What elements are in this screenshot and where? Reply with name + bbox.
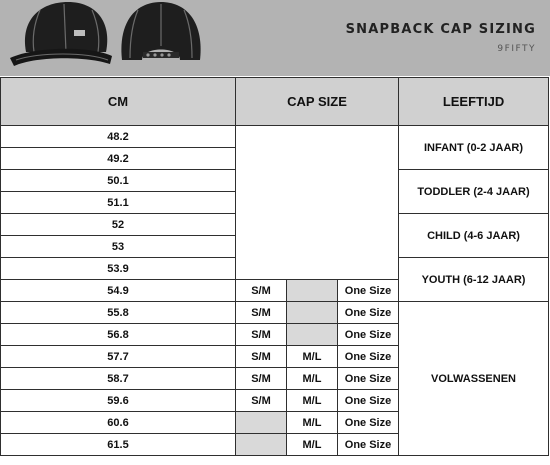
header-banner	[0, 0, 550, 76]
size-empty-cell	[287, 324, 338, 346]
chart-subtitle: 9FIFTY	[497, 44, 536, 54]
size-sm-cell: S/M	[236, 346, 287, 368]
size-sm-cell: S/M	[236, 302, 287, 324]
size-one-size-cell: One Size	[338, 434, 399, 456]
table-header-row	[1, 78, 549, 126]
cm-cell: 53.9	[1, 258, 236, 280]
cm-cell: 61.5	[1, 434, 236, 456]
table-row	[1, 302, 549, 324]
column-header-leeftijd: LEEFTIJD	[399, 78, 549, 126]
cm-cell: 49.2	[1, 148, 236, 170]
cm-cell: 55.8	[1, 302, 236, 324]
size-ml-cell: M/L	[287, 346, 338, 368]
size-empty-cell	[236, 412, 287, 434]
age-group-cell: VOLWASSENEN	[399, 302, 549, 456]
size-one-size-cell: One Size	[338, 346, 399, 368]
cap-size-blank-cell	[236, 126, 399, 280]
size-one-size-cell: One Size	[338, 302, 399, 324]
size-one-size-cell: One Size	[338, 412, 399, 434]
size-empty-cell	[287, 302, 338, 324]
size-empty-cell	[236, 434, 287, 456]
cm-cell: 50.1	[1, 170, 236, 192]
size-ml-cell: M/L	[287, 434, 338, 456]
age-group-cell: CHILD (4-6 JAAR)	[399, 214, 549, 258]
size-table	[0, 77, 549, 456]
age-group-cell: INFANT (0-2 JAAR)	[399, 126, 549, 170]
size-ml-cell: M/L	[287, 412, 338, 434]
cm-cell: 57.7	[1, 346, 236, 368]
cap-back-icon	[118, 0, 204, 68]
size-ml-cell: M/L	[287, 390, 338, 412]
table-row	[1, 126, 549, 148]
size-sm-cell: S/M	[236, 368, 287, 390]
column-header-cap-size: CAP SIZE	[236, 78, 399, 126]
size-sm-cell: S/M	[236, 390, 287, 412]
age-group-cell: YOUTH (6-12 JAAR)	[399, 258, 549, 302]
cm-cell: 52	[1, 214, 236, 236]
age-group-cell: TODDLER (2-4 JAAR)	[399, 170, 549, 214]
cm-cell: 48.2	[1, 126, 236, 148]
cm-cell: 60.6	[1, 412, 236, 434]
size-sm-cell: S/M	[236, 280, 287, 302]
cm-cell: 54.9	[1, 280, 236, 302]
chart-title: SNAPBACK CAP SIZING	[345, 22, 536, 37]
size-empty-cell	[287, 280, 338, 302]
cm-cell: 56.8	[1, 324, 236, 346]
cm-cell: 53	[1, 236, 236, 258]
size-sm-cell: S/M	[236, 324, 287, 346]
cap-front-icon	[6, 0, 114, 68]
cm-cell: 51.1	[1, 192, 236, 214]
cm-cell: 58.7	[1, 368, 236, 390]
column-header-cm: CM	[1, 78, 236, 126]
size-one-size-cell: One Size	[338, 390, 399, 412]
size-one-size-cell: One Size	[338, 280, 399, 302]
cm-cell: 59.6	[1, 390, 236, 412]
size-one-size-cell: One Size	[338, 368, 399, 390]
size-one-size-cell: One Size	[338, 324, 399, 346]
size-ml-cell: M/L	[287, 368, 338, 390]
